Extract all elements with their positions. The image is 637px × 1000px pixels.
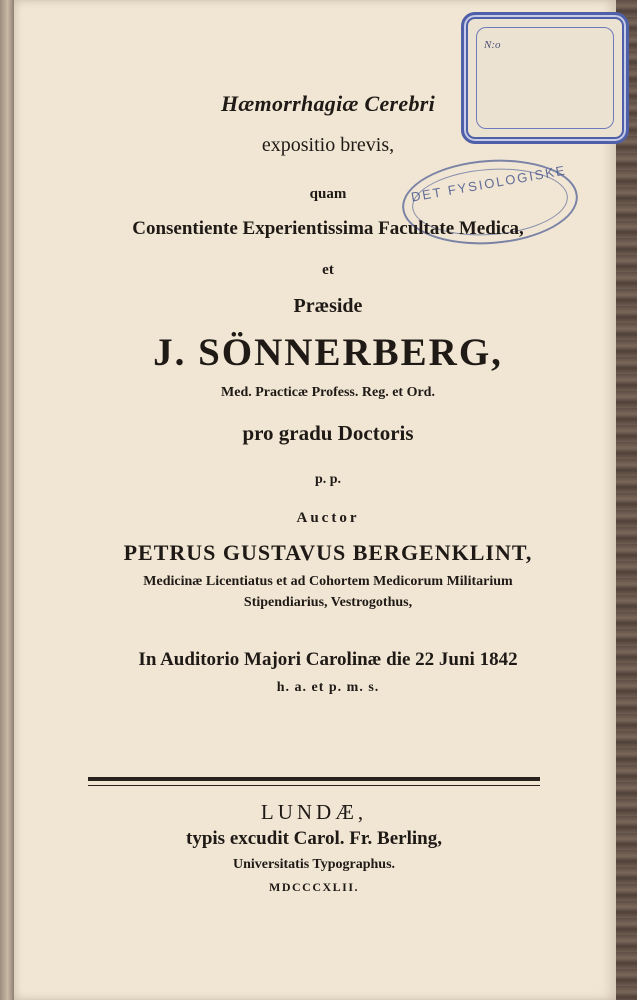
library-stamp-text: DET FYSIOLOGISKE bbox=[409, 162, 568, 205]
thesis-subtitle: expositio brevis, bbox=[261, 134, 395, 156]
hours-line: h. a. et p. m. s. bbox=[276, 680, 380, 695]
author-description-2: Stipendiarius, Vestrogothus, bbox=[243, 595, 413, 610]
praeses-title: Med. Practicæ Profess. Reg. et Ord. bbox=[221, 385, 435, 400]
author-description-1: Medicinæ Licentiatus et ad Cohortem Medicorum Militarium bbox=[143, 574, 513, 589]
imprint-printer: typis excudit Carol. Fr. Berling, bbox=[186, 828, 442, 849]
faculty-consent-line: Consentiente Experientissima Facultate Medica, bbox=[132, 218, 524, 239]
pp-line: p. p. bbox=[314, 472, 342, 487]
library-label bbox=[461, 12, 629, 144]
auctor-line: Auctor bbox=[296, 510, 360, 526]
title-page bbox=[14, 0, 616, 1000]
double-rule-thick bbox=[88, 777, 540, 781]
author-name: PETRUS GUSTAVUS BERGENKLINT, bbox=[123, 540, 533, 565]
praeside-line: Præside bbox=[293, 295, 363, 317]
degree-line: pro gradu Doctoris bbox=[242, 421, 414, 445]
thesis-title: Hæmorrhagiæ Cerebri bbox=[220, 91, 436, 116]
imprint-year: MDCCCXLII. bbox=[269, 880, 359, 894]
quam-line: quam bbox=[309, 186, 347, 202]
imprint-place: LUNDÆ, bbox=[260, 800, 368, 824]
library-label-mark: N:o bbox=[484, 39, 501, 51]
imprint-printer-title: Universitatis Typographus. bbox=[232, 857, 396, 872]
double-rule-thin bbox=[88, 785, 540, 786]
auditorium-date-line: In Auditorio Majori Carolinæ die 22 Juni 1842 bbox=[138, 649, 518, 670]
praeses-name: J. SÖNNERBERG, bbox=[153, 331, 503, 374]
book-spine-edge bbox=[0, 0, 14, 1000]
et-line: et bbox=[322, 262, 334, 278]
